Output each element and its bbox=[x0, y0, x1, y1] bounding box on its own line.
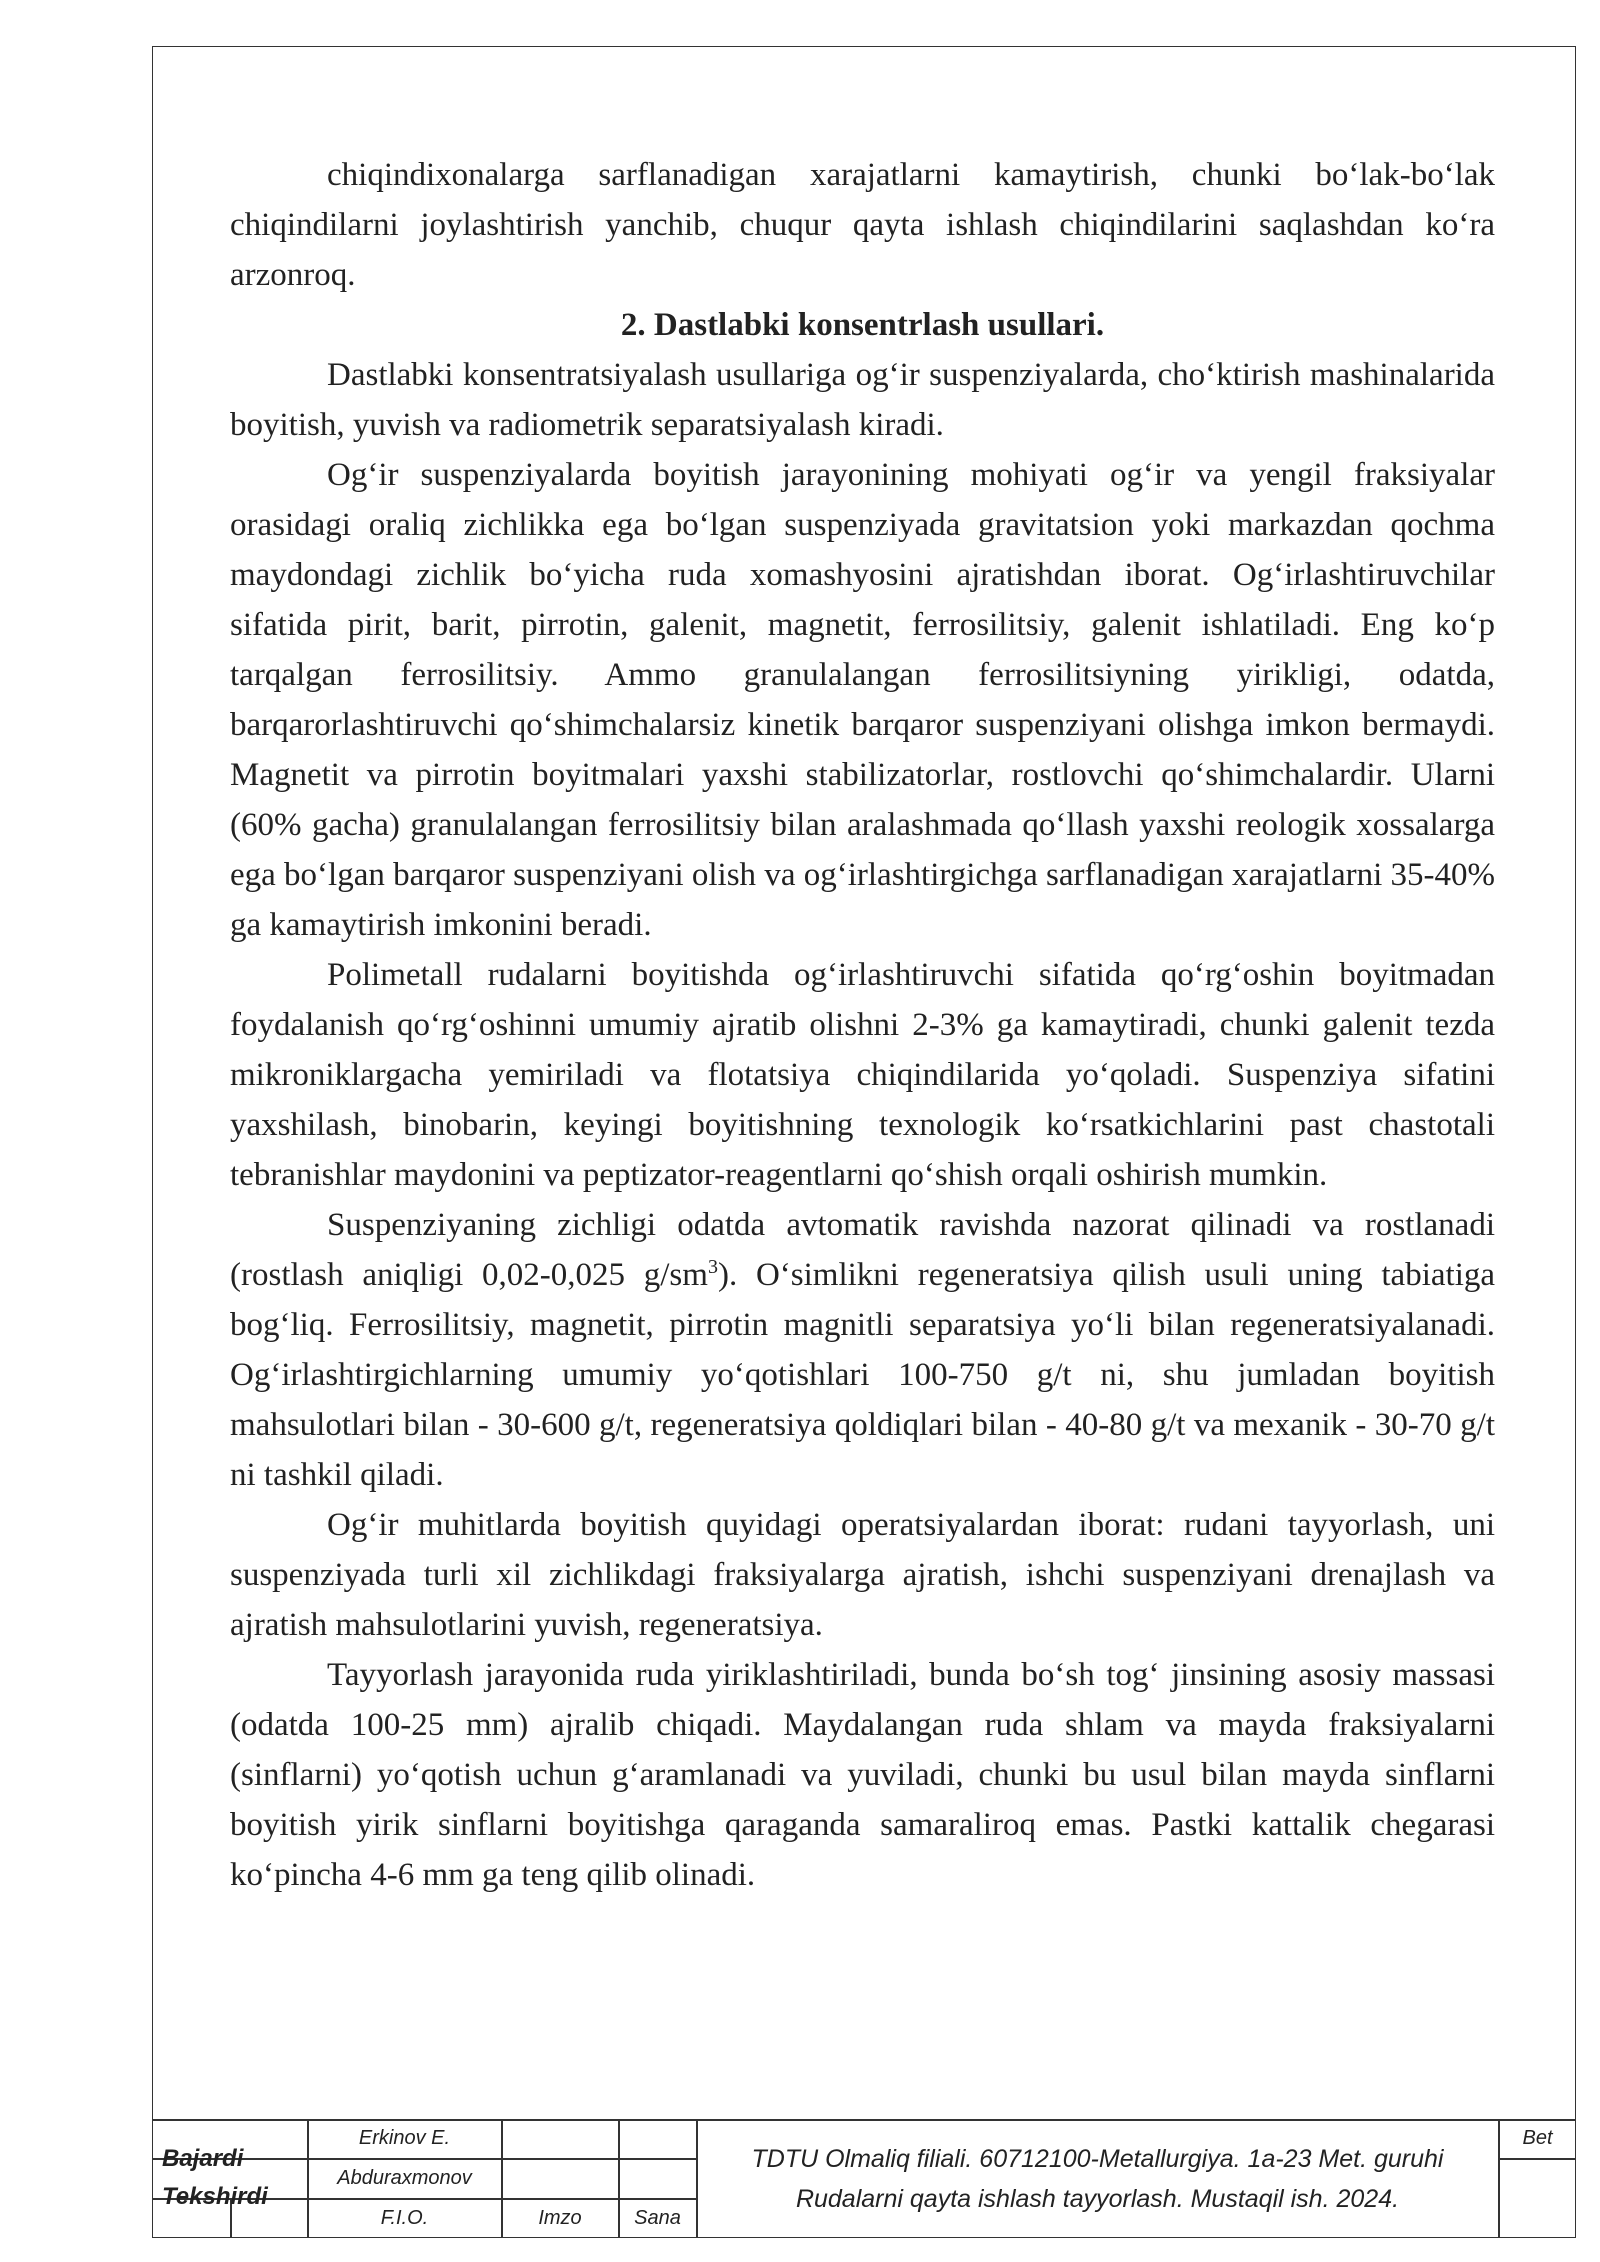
title-line-1: TDTU Olmaliq filiali. 60712100-Metallurgiya. 1a-23 Met. guruhi bbox=[751, 2144, 1444, 2173]
section-heading: 2. Dastlabki konsentrlash usullari. bbox=[620, 307, 1105, 343]
paragraph-intro: Dastlabki konsentratsiyalash usullariga og‘ir suspenziyalarda, cho‘ktirish mashinalarida boyitish, yuvish va radiometrik separatsiyalash kiradi. bbox=[230, 357, 1495, 443]
fio-column-label: F.I.O. bbox=[380, 2207, 429, 2229]
checked-by-label: Tekshirdi bbox=[162, 2182, 268, 2210]
paragraph-heavy-suspensions: Og‘ir suspenziyalarda boyitish jarayonining mohiyati og‘ir va yengil fraksiyalar orasidagi oraliq zichlikka ega bo‘lgan suspenziyada gravitatsion yoki markazdan qochma maydondagi zichlik bo‘yicha ruda xomashyosini ajratishdan iborat. Og‘irlashtiruvchilar sifatida pirit, barit, pirrotin, galenit, magnetit, ferrosilitsiy, galenit ishlatiladi. Eng ko‘p tarqalgan ferrosilitsiy. Ammo granulalangan ferrosilitsiyning yirikligi, odatda, barqarorlashtiruvchi qo‘shimchalarsiz kinetik barqaror suspenziyani olishga imkon bermaydi. Magnetit va pirrotin boyitmalari yaxshi stabilizatorlar, rostlovchi qo‘shimchalardir. Ularni (60% gacha) granulalangan ferrosilitsiy bilan aralashmada qo‘llash yaxshi reologik xossalarga ega bo‘lgan barqaror suspenziyani olish va og‘irlashtirgichga sarflanadigan xarajatlarni 35-40% ga kamaytirish imkonini beradi. bbox=[230, 457, 1495, 943]
paragraph-continuation: chiqindixonalarga sarflanadigan xarajatlarni kamaytirish, chunki bo‘lak-bo‘lak chiqindilarni joylashtirish yanchib, chuqur qayta ishlash chiqindilarini saqlashdan ko‘ra arzonroq. bbox=[230, 157, 1495, 293]
performed-by-label: Bajardi bbox=[162, 2144, 244, 2172]
paragraph-polymetallic: Polimetall rudalarni boyitishda og‘irlashtiruvchi sifatida qo‘rg‘oshin boyitmadan foydalanish qo‘rg‘oshinni umumiy ajratib olishni 2-3% ga kamaytiradi, chunki galenit tezda mikroniklargacha yemiriladi va flotatsiya chiqindilarida yo‘qoladi. Suspenziya sifatini yaxshilash, binobarin, keyingi boyitishning texnologik ko‘rsatkichlarini past chastotali tebranishlar maydonini va peptizator-reagentlarni qo‘shish orqali oshirish mumkin. bbox=[230, 957, 1495, 1193]
density-text-b: ). O‘simlikni regeneratsiya qilish usuli uning tabiatiga bog‘liq. Ferrosilitsiy, magnetit, pirrotin magnitli separatsiya yo‘li bilan regeneratsiyalanadi. Og‘irlashtirgichlarning umumiy yo‘qotishlari 100-750 g/t ni, shu jumladan boyitish mahsulotlari bilan - 30-600 g/t, regeneratsiya qoldiqlari bilan - 40-80 g/t va mexanik - 30-70 g/t ni tashkil qiladi. bbox=[230, 1257, 1496, 1493]
document-title bbox=[697, 2119, 1498, 2238]
title-block bbox=[152, 2119, 1576, 2238]
paragraph-operations: Og‘ir muhitlarda boyitish quyidagi operatsiyalardan iborat: rudani tayyorlash, uni suspenziyada turli xil zichlikdagi fraksiyalarga ajratish, ishchi suspenziyani drenajlash va ajratish mahsulotlarini yuvish, regeneratsiya. bbox=[230, 1507, 1495, 1643]
date-column-label: Sana bbox=[634, 2207, 681, 2229]
signature-column-label: Imzo bbox=[538, 2207, 582, 2229]
title-line-2: Rudalarni qayta ishlash tayyorlash. Mustaqil ish. 2024. bbox=[795, 2184, 1400, 2213]
performer-name: Erkinov E. bbox=[358, 2127, 451, 2149]
paragraph-density-control bbox=[230, 1200, 1495, 1500]
page-label: Bet bbox=[1522, 2127, 1553, 2149]
checker-name: Abduraxmonov bbox=[337, 2167, 472, 2189]
density-text-a: Suspenziyaning zichligi odatda avtomatik ravishda nazorat qilinadi va rostlanadi (rostlash aniqligi 0,02-0,025 g/sm bbox=[230, 1207, 1495, 1293]
superscript-3: 3 bbox=[707, 1256, 718, 1278]
paragraph-preparation: Tayyorlash jarayonida ruda yiriklashtiriladi, bunda bo‘sh tog‘ jinsining asosiy massasi (odatda 100-25 mm) ajralib chiqadi. Maydalangan ruda shlam va mayda fraksiyalarni (sinflarni) yo‘qotish uchun g‘aramlanadi va yuviladi, chunki bu usul bilan mayda sinflarni boyitish yirik sinflarni boyitishga qaraganda samaraliroq emas. Pastki kattalik chegarasi ko‘pincha 4-6 mm ga teng qilib olinadi. bbox=[230, 1657, 1495, 1893]
document-body bbox=[230, 150, 1495, 1900]
